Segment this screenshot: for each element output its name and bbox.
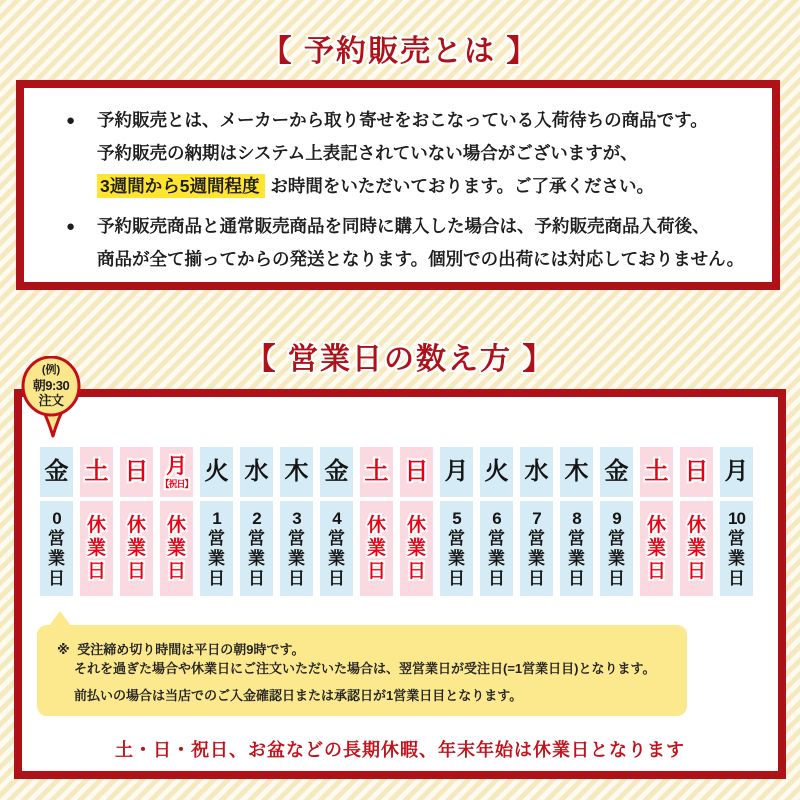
- note-line2: それを過ぎた場合や休業日にご注文いただいた場合は、翌営業日が受注日(=1営業日目)となります。: [74, 661, 656, 676]
- calendar-column: [360, 447, 393, 596]
- vertical-char: 業: [248, 548, 265, 568]
- calendar-row: [40, 447, 760, 596]
- day-name-label: 金: [324, 458, 349, 485]
- note-line1: [57, 640, 687, 659]
- business-day-count-cell: [480, 501, 513, 596]
- business-day-count-cell: [240, 501, 273, 596]
- business-day-count-cell: [720, 501, 753, 596]
- business-day-count-cell: [120, 501, 153, 596]
- calendar-column: [680, 447, 713, 596]
- calendar-column: [520, 447, 553, 596]
- calendar-column: [240, 447, 273, 596]
- order-cutoff-note: [37, 625, 687, 716]
- day-name-label: 火: [204, 458, 229, 485]
- business-day-count-cell: [360, 501, 393, 596]
- calendar-column: [600, 447, 633, 596]
- business-day-count-cell: [80, 501, 113, 596]
- business-days-section-title: 【 営業日の数え方 】: [245, 343, 555, 376]
- vertical-char: 日: [208, 568, 225, 588]
- vertical-char: 業: [48, 548, 65, 568]
- business-days-box: [14, 389, 786, 779]
- balloon-text: [20, 363, 82, 408]
- note-line3: 前払いの場合は当店でのご入金確認日または承認日が1営業日目となります。: [74, 688, 523, 703]
- vertical-char: 営: [528, 528, 545, 548]
- calendar-column: [720, 447, 753, 596]
- vertical-char: 業: [166, 538, 186, 559]
- vertical-char: 日: [488, 568, 505, 588]
- vertical-char: 営: [288, 528, 305, 548]
- bullet-icon: ●: [66, 112, 76, 129]
- business-day-number: 6: [492, 508, 501, 528]
- vertical-char: 業: [568, 548, 585, 568]
- day-name-cell: [40, 447, 73, 497]
- day-name-cell: [440, 447, 473, 497]
- vertical-char: 業: [86, 538, 106, 559]
- vertical-char: 日: [48, 568, 65, 588]
- vertical-char: 業: [728, 548, 745, 568]
- preorder-paragraph2-line1: [24, 210, 772, 243]
- calendar-column: [80, 447, 113, 596]
- day-name-cell: [160, 447, 193, 497]
- vertical-char: 営: [48, 528, 65, 548]
- calendar-column: [280, 447, 313, 596]
- business-day-count-cell: [320, 501, 353, 596]
- vertical-char: 業: [366, 538, 386, 559]
- vertical-char: 営: [728, 528, 745, 548]
- calendar-column: [320, 447, 353, 596]
- day-name-label: 金: [604, 458, 629, 485]
- calendar-column: [40, 447, 73, 596]
- paragraph2-line1-text: 予約販売商品と通常販売商品を同時に購入した場合は、予約販売商品入荷後、: [97, 216, 710, 236]
- day-name-cell: [560, 447, 593, 497]
- calendar-column: [560, 447, 593, 596]
- vertical-char: 業: [208, 548, 225, 568]
- day-name-label: 木: [284, 458, 309, 485]
- business-day-count-cell: [160, 501, 193, 596]
- example-order-balloon: [20, 356, 86, 442]
- business-day-count-cell: [200, 501, 233, 596]
- business-day-count-cell: [600, 501, 633, 596]
- vertical-char: 日: [728, 568, 745, 588]
- business-day-count-cell: [560, 501, 593, 596]
- vertical-char: 業: [406, 538, 426, 559]
- balloon-example-label: (例): [41, 364, 61, 376]
- business-day-number: 0: [52, 508, 61, 528]
- vertical-char: 日: [86, 561, 106, 582]
- day-name-label: 日: [404, 458, 429, 485]
- business-day-number: 7: [532, 508, 541, 528]
- day-name-label: 土: [84, 458, 109, 485]
- paragraph1-line2-text: 予約販売の納期はシステム上表記されていない場合がございますが、: [97, 143, 638, 163]
- vertical-char: 営: [248, 528, 265, 548]
- vertical-char: 休: [646, 515, 666, 536]
- vertical-char: 業: [448, 548, 465, 568]
- business-day-number: 9: [612, 508, 621, 528]
- vertical-char: 日: [328, 568, 345, 588]
- vertical-char: 日: [366, 561, 386, 582]
- day-name-cell: [120, 447, 153, 497]
- calendar-column: [120, 447, 153, 596]
- paragraph2-line2-text: 商品が全て揃ってからの発送となります。個別での出荷には対応しておりません。: [97, 249, 745, 269]
- vertical-char: 業: [686, 538, 706, 559]
- vertical-char: 営: [328, 528, 345, 548]
- preorder-description-text: [24, 88, 772, 276]
- business-day-count-cell: [400, 501, 433, 596]
- vertical-char: 休: [406, 515, 426, 536]
- holiday-closed-notice: 土・日・祝日、お盆などの長期休暇、年末年始は休業日となります: [115, 740, 685, 760]
- calendar-column: [160, 447, 193, 596]
- day-name-cell: [80, 447, 113, 497]
- vertical-char: 営: [488, 528, 505, 548]
- preorder-paragraph1-line3: [24, 170, 772, 203]
- day-name-cell: [480, 447, 513, 497]
- day-name-cell: [720, 447, 753, 497]
- vertical-char: 営: [608, 528, 625, 548]
- vertical-char: 日: [528, 568, 545, 588]
- day-name-label: 土: [644, 458, 669, 485]
- vertical-char: 日: [448, 568, 465, 588]
- day-name-cell: [320, 447, 353, 497]
- day-name-label: 火: [484, 458, 509, 485]
- reference-mark-icon: ※: [57, 642, 70, 657]
- day-name-cell: [200, 447, 233, 497]
- vertical-char: 業: [488, 548, 505, 568]
- business-day-number: 2: [252, 508, 261, 528]
- vertical-char: 業: [288, 548, 305, 568]
- business-day-count-cell: [640, 501, 673, 596]
- preorder-paragraph2-line2: [24, 243, 772, 276]
- vertical-char: 営: [448, 528, 465, 548]
- day-name-cell: [280, 447, 313, 497]
- day-name-label: 月: [724, 458, 749, 485]
- business-day-number: 1: [212, 508, 221, 528]
- vertical-char: 業: [528, 548, 545, 568]
- vertical-char: 業: [328, 548, 345, 568]
- day-name-label: 日: [124, 458, 149, 485]
- calendar-column: [440, 447, 473, 596]
- business-day-count-cell: [280, 501, 313, 596]
- calendar-column: [640, 447, 673, 596]
- day-name-cell: [640, 447, 673, 497]
- calendar-column: [400, 447, 433, 596]
- vertical-char: 営: [208, 528, 225, 548]
- vertical-char: 日: [288, 568, 305, 588]
- paragraph1-line1-text: 予約販売とは、メーカーから取り寄せをおこなっている入荷待ちの商品です。: [97, 110, 708, 130]
- vertical-char: 日: [646, 561, 666, 582]
- business-day-count-cell: [680, 501, 713, 596]
- day-name-label: 月: [166, 454, 187, 478]
- day-name-cell: [680, 447, 713, 497]
- vertical-char: 休: [366, 515, 386, 536]
- vertical-char: 日: [126, 561, 146, 582]
- business-day-number: 10: [728, 508, 745, 528]
- vertical-char: 日: [608, 568, 625, 588]
- vertical-char: 休: [166, 515, 186, 536]
- vertical-char: 日: [406, 561, 426, 582]
- vertical-char: 業: [608, 548, 625, 568]
- vertical-char: 日: [248, 568, 265, 588]
- holiday-sub-label: 【祝日】: [160, 478, 193, 489]
- calendar-column: [480, 447, 513, 596]
- day-name-cell: [400, 447, 433, 497]
- day-name-label: 木: [564, 458, 589, 485]
- vertical-char: 業: [126, 538, 146, 559]
- day-name-label: 土: [364, 458, 389, 485]
- vertical-char: 休: [126, 515, 146, 536]
- business-day-number: 4: [332, 508, 341, 528]
- preorder-section-title: 【 予約販売とは 】: [261, 35, 539, 68]
- day-name-cell: [240, 447, 273, 497]
- lead-time-highlight: 3週間から5週間程度: [97, 174, 265, 198]
- bullet-icon: ●: [66, 218, 76, 235]
- business-day-count-cell: [520, 501, 553, 596]
- day-name-label: 水: [244, 458, 269, 485]
- business-day-count-cell: [440, 501, 473, 596]
- balloon-order-label: 注文: [38, 393, 64, 408]
- day-name-label: 金: [44, 458, 69, 485]
- business-day-number: 5: [452, 508, 461, 528]
- preorder-paragraph1-line2: [24, 137, 772, 170]
- day-name-label: 日: [684, 458, 709, 485]
- day-name-label: 月: [444, 458, 469, 485]
- vertical-char: 日: [166, 561, 186, 582]
- vertical-char: 日: [686, 561, 706, 582]
- day-name-cell: [520, 447, 553, 497]
- preorder-paragraph1-line1: [24, 104, 772, 137]
- day-name-cell: [360, 447, 393, 497]
- vertical-char: 休: [686, 515, 706, 536]
- calendar-column: [200, 447, 233, 596]
- vertical-char: 営: [568, 528, 585, 548]
- vertical-char: 日: [568, 568, 585, 588]
- day-name-label: 水: [524, 458, 549, 485]
- vertical-char: 業: [646, 538, 666, 559]
- business-day-number: 3: [292, 508, 301, 528]
- note-line1-text: 受注締め切り時間は平日の朝9時です。: [77, 642, 305, 657]
- note-pointer-triangle: [49, 611, 71, 626]
- balloon-order-time: 朝9:30: [32, 378, 70, 393]
- vertical-char: 休: [86, 515, 106, 536]
- paragraph1-line3-text: お時間をいただいております。ご了承ください。: [270, 176, 654, 196]
- business-day-number: 8: [572, 508, 581, 528]
- preorder-description-box: [16, 80, 780, 290]
- business-day-count-cell: [40, 501, 73, 596]
- day-name-cell: [600, 447, 633, 497]
